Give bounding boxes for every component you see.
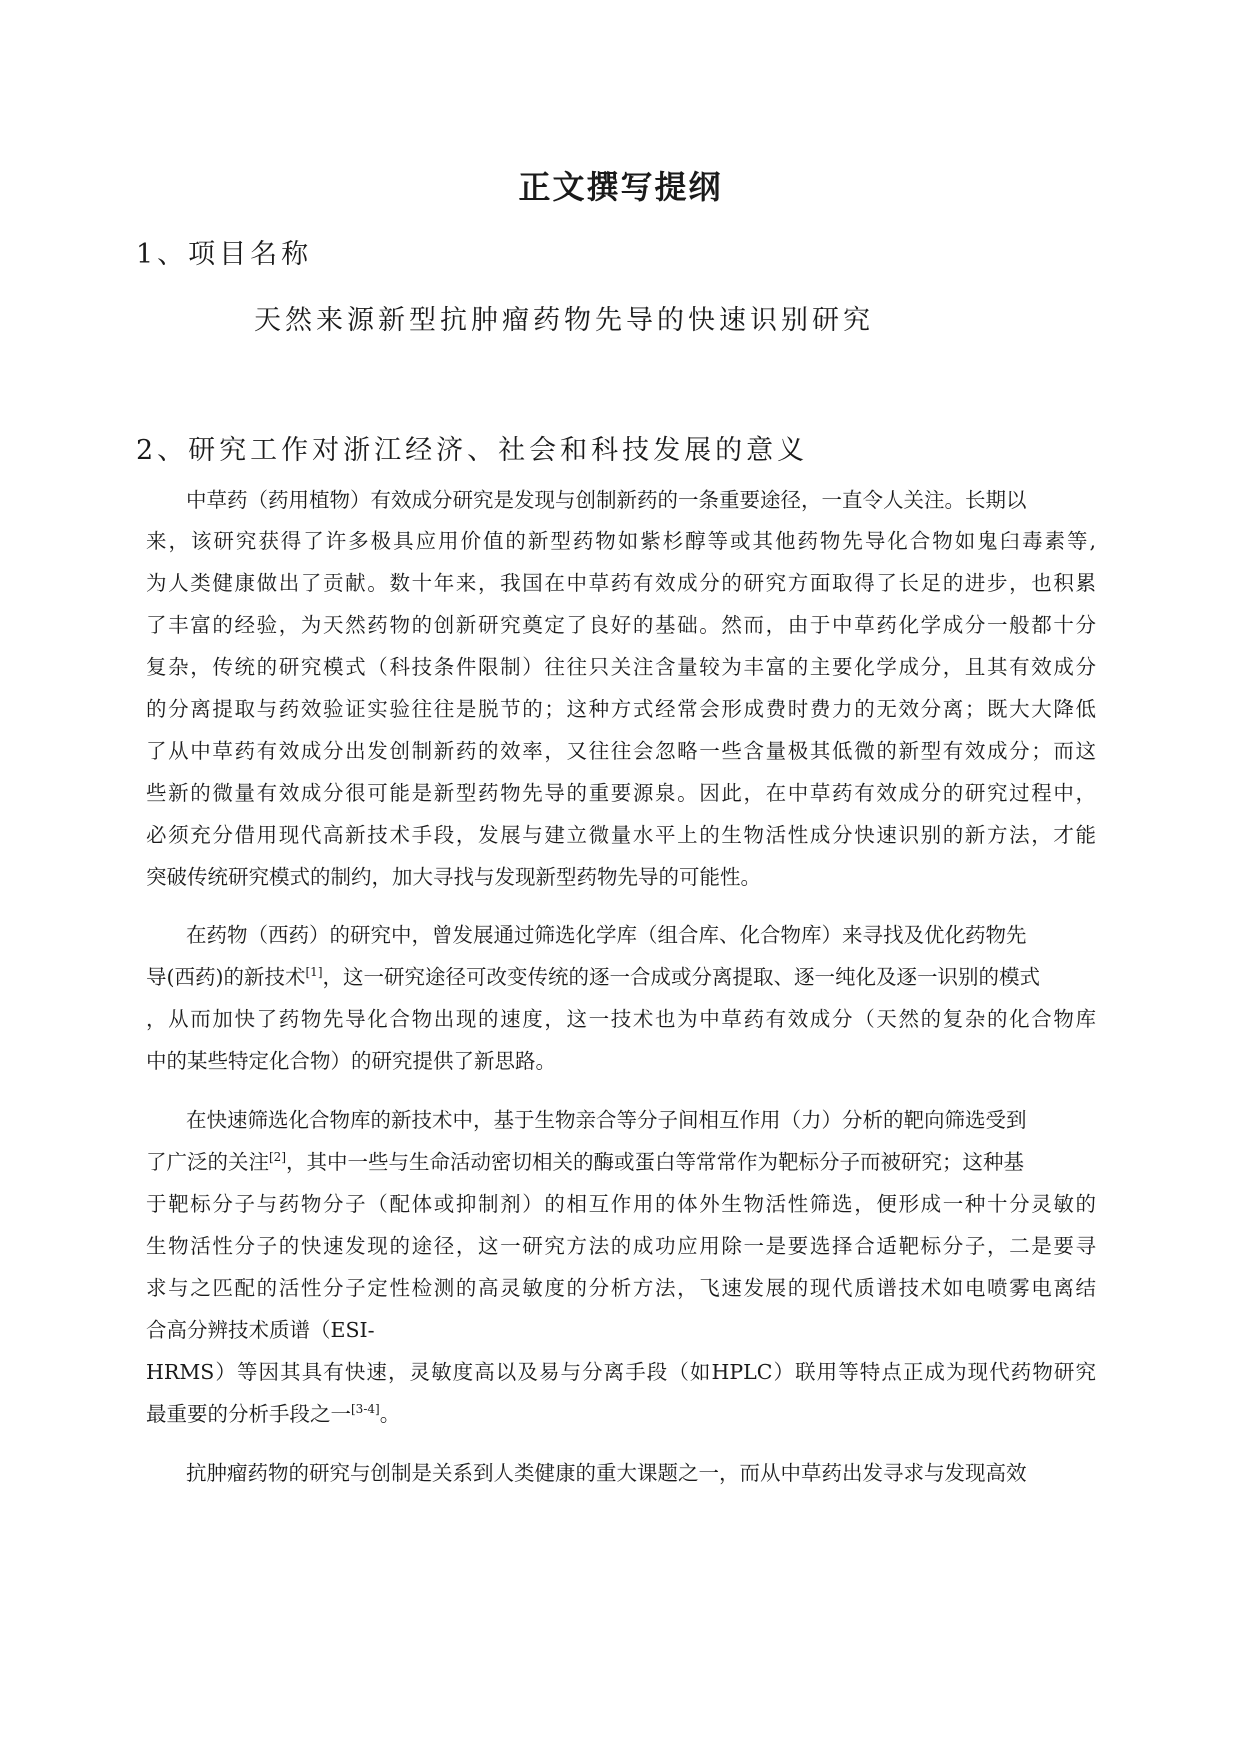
paragraph-line: HRMS）等因其具有快速，灵敏度高以及易与分离手段（如HPLC）联用等特点正成为现代药物研究	[146, 1360, 1096, 1384]
paragraph-line	[146, 1399, 1096, 1429]
paragraph-line: 生物活性分子的快速发现的途径，这一研究方法的成功应用除一是要选择合适靶标分子，二是要寻	[146, 1234, 1096, 1258]
paragraph-line: 突破传统研究模式的制约，加大寻找与发现新型药物先导的可能性。	[146, 865, 761, 889]
paragraph-line: 了丰富的经验，为天然药物的创新研究奠定了良好的基础。然而，由于中草药化学成分一般都十分	[146, 613, 1096, 637]
paragraph-line: 为人类健康做出了贡献。数十年来，我国在中草药有效成分的研究方面取得了长足的进步，也积累	[146, 571, 1096, 595]
paragraph-line: 来，该研究获得了许多极具应用价值的新型药物如紫杉醇等或其他药物先导化合物如鬼臼毒素等,	[146, 529, 1096, 553]
document-title: 正文撰写提纲	[518, 168, 723, 206]
paragraph-line: 复杂，传统的研究模式（科技条件限制）往往只关注含量较为丰富的主要化学成分，且其有效成分	[146, 655, 1096, 679]
project-name: 天然来源新型抗肿瘤药物先导的快速识别研究	[254, 305, 874, 336]
paragraph-line: 求与之匹配的活性分子定性检测的高灵敏度的分析方法，飞速发展的现代质谱技术如电喷雾电离结	[146, 1276, 1096, 1300]
paragraph-line: 抗肿瘤药物的研究与创制是关系到人类健康的重大课题之一，而从中草药出发寻求与发现高效	[186, 1461, 1027, 1485]
text-fragment: 。	[379, 1402, 401, 1426]
paragraph-line	[146, 962, 1096, 992]
text-fragment: 最重要的分析手段之一	[146, 1402, 351, 1426]
paragraph-line: 在药物（西药）的研究中，曾发展通过筛选化学库（组合库、化合物库）来寻找及优化药物先	[186, 923, 1027, 947]
paragraph-line: 于靶标分子与药物分子（配体或抑制剂）的相互作用的体外生物活性筛选，便形成一种十分灵敏的	[146, 1192, 1096, 1216]
section-1-heading: 1、项目名称	[136, 239, 313, 270]
section-2-heading: 2、研究工作对浙江经济、社会和科技发展的意义	[136, 435, 809, 466]
paragraph-line: 的分离提取与药效验证实验往往是脱节的；这种方式经常会形成费时费力的无效分离；既大大降低	[146, 697, 1096, 721]
citation-ref: [1]	[305, 965, 323, 980]
text-fragment: ，其中一些与生命活动密切相关的酶或蛋白等常常作为靶标分子而被研究；这种基	[286, 1150, 1024, 1174]
text-fragment: 导(西药)的新技术	[146, 965, 306, 989]
paragraph-line: 合高分辨技术质谱（ESI-	[146, 1318, 375, 1342]
paragraph-line: 了从中草药有效成分出发创制新药的效率，又往往会忽略一些含量极其低微的新型有效成分；而这	[146, 739, 1096, 763]
paragraph-line: ，从而加快了药物先导化合物出现的速度，这一技术也为中草药有效成分（天然的复杂的化合物库	[146, 1007, 1096, 1031]
text-fragment: ，这一研究途径可改变传统的逐一合成或分离提取、逐一纯化及逐一识别的模式	[322, 965, 1040, 989]
paragraph-line: 中草药（药用植物）有效成分研究是发现与创制新药的一条重要途径，一直令人关注。长期以	[186, 488, 1027, 512]
paragraph-line: 必须充分借用现代高新技术手段，发展与建立微量水平上的生物活性成分快速识别的新方法，才能	[146, 823, 1096, 847]
paragraph-line: 中的某些特定化合物）的研究提供了新思路。	[146, 1049, 556, 1073]
paragraph-line: 在快速筛选化合物库的新技术中，基于生物亲合等分子间相互作用（力）分析的靶向筛选受到	[186, 1108, 1027, 1132]
paragraph-line	[146, 1147, 1096, 1177]
paragraph-line: 些新的微量有效成分很可能是新型药物先导的重要源泉。因此，在中草药有效成分的研究过程中，	[146, 781, 1096, 805]
citation-ref: [3-4]	[351, 1402, 380, 1417]
citation-ref: [2]	[269, 1150, 286, 1165]
text-fragment: 了广泛的关注	[146, 1150, 269, 1174]
